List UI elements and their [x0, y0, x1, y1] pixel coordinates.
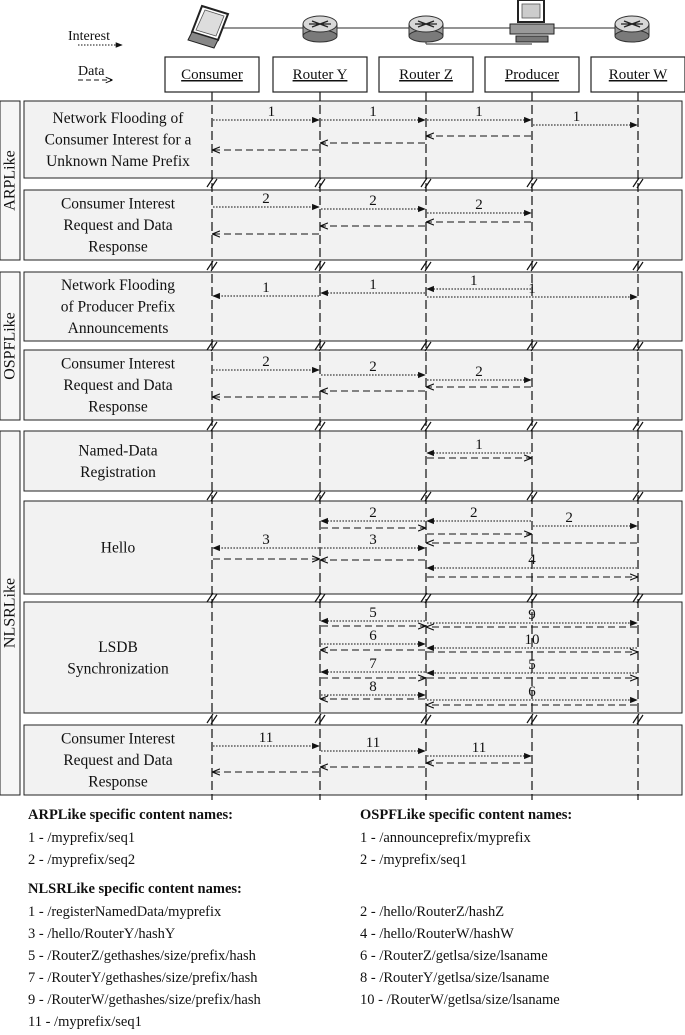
- protocol-label-ospflike: OSPFLike: [1, 312, 19, 380]
- interest-seq-label: 1: [369, 104, 377, 120]
- interest-seq-label: 1: [528, 281, 536, 297]
- interest-seq-label: 1: [475, 437, 483, 453]
- node-header: [165, 57, 259, 92]
- phase-label: Network Flooding of Producer Prefix Announcements: [60, 277, 176, 337]
- interest-seq-label: 7: [369, 656, 377, 672]
- desktop-computer-icon: [510, 0, 554, 42]
- interest-seq-label: 2: [262, 191, 270, 207]
- phase-label: Consumer Interest Request and Data Response: [60, 355, 176, 416]
- legend-interest-label: Interest: [68, 29, 110, 44]
- network-topology-icons: [188, 0, 649, 48]
- interest-seq-label: 8: [369, 679, 377, 695]
- interest-seq-label: 11: [365, 735, 381, 751]
- ospflike-name-2: 2 - /myprefix/seq1: [360, 852, 468, 868]
- interest-seq-label: 3: [262, 532, 270, 548]
- arrow-legend: [68, 29, 122, 80]
- interest-seq-label: 6: [369, 628, 377, 644]
- interest-seq-label: 10: [524, 632, 540, 648]
- protocol-group-ospflike: [0, 272, 20, 420]
- interest-seq-label: 2: [369, 359, 377, 375]
- interest-seq-label: 1: [469, 273, 478, 289]
- phase-label: LSDB Synchronization: [67, 638, 169, 678]
- node-label: Router Y: [292, 67, 348, 83]
- interest-seq-label: 1: [572, 109, 581, 125]
- interest-seq-label: 4: [528, 552, 536, 568]
- phase-label: Hello: [100, 539, 136, 557]
- interest-seq-label: 2: [369, 505, 377, 521]
- nlsrlike-names-title: NLSRLike specific content names:: [28, 881, 242, 897]
- content-names-legend: [0, 800, 685, 1035]
- protocol-group-arplike: [0, 101, 20, 260]
- interest-seq-label: 5: [528, 657, 536, 673]
- node-header: [379, 57, 473, 92]
- ospflike-name-1: 1 - /announceprefix/myprefix: [360, 830, 531, 846]
- phase-label: Consumer Interest Request and Data Response: [60, 730, 176, 791]
- nlsrlike-name-11: 11 - /myprefix/seq1: [28, 1014, 142, 1030]
- nlsrlike-name-7: 7 - /RouterY/gethashes/size/prefix/hash: [28, 970, 258, 986]
- interest-seq-label: 2: [262, 354, 270, 370]
- interest-seq-label: 2: [469, 505, 478, 521]
- router-z-icon: [409, 16, 443, 42]
- router-y-icon: [303, 16, 337, 42]
- interest-seq-label: 2: [475, 364, 483, 380]
- node-label: Router W: [608, 67, 668, 83]
- interest-seq-label: 1: [475, 104, 483, 120]
- node-header: [273, 57, 367, 92]
- interest-seq-label: 11: [471, 740, 487, 756]
- phase-box: [24, 431, 682, 491]
- node-header: [485, 57, 579, 92]
- interest-seq-label: 5: [369, 605, 377, 621]
- node-label: Router Z: [399, 67, 453, 83]
- interest-seq-label: 9: [528, 607, 536, 623]
- ospflike-names-title: OSPFLike specific content names:: [360, 807, 573, 823]
- interest-seq-label: 1: [262, 280, 270, 296]
- router-w-icon: [615, 16, 649, 42]
- phase-label: Named-Data Registration: [78, 442, 158, 481]
- laptop-icon: [188, 6, 228, 48]
- nlsrlike-name-9: 9 - /RouterW/gethashes/size/prefix/hash: [28, 992, 261, 1008]
- interest-seq-label: 1: [267, 104, 276, 120]
- protocol-group-nlsrlike: [0, 431, 20, 795]
- legend-data-label: Data: [78, 64, 105, 79]
- arplike-name-1: 1 - /myprefix/seq1: [28, 830, 136, 846]
- arplike-name-2: 2 - /myprefix/seq2: [28, 852, 136, 868]
- node-header: [591, 57, 685, 92]
- protocol-label-nlsrlike: NLSRLike: [1, 577, 19, 649]
- nlsrlike-name-8: 8 - /RouterY/getlsa/size/lsaname: [360, 970, 550, 986]
- protocol-label-arplike: ARPLike: [1, 150, 19, 211]
- nlsrlike-name-3: 3 - /hello/RouterY/hashY: [28, 926, 176, 942]
- phase-box: [24, 602, 682, 713]
- nlsrlike-name-2: 2 - /hello/RouterZ/hashZ: [360, 904, 505, 920]
- interest-seq-label: 1: [369, 277, 377, 293]
- nlsrlike-name-4: 4 - /hello/RouterW/hashW: [360, 926, 514, 942]
- node-label: Consumer: [181, 67, 243, 83]
- interest-seq-label: 2: [565, 510, 573, 526]
- nlsrlike-name-10: 10 - /RouterW/getlsa/size/lsaname: [360, 992, 560, 1008]
- interest-seq-label: 11: [258, 730, 274, 746]
- nlsrlike-name-1: 1 - /registerNamedData/myprefix: [28, 904, 222, 920]
- interest-seq-label: 2: [369, 193, 377, 209]
- phase-label: Network Flooding of Consumer Interest for a Unknown Name Prefix: [44, 110, 192, 170]
- interest-seq-label: 6: [528, 684, 536, 700]
- interest-seq-label: 2: [475, 197, 483, 213]
- interest-seq-label: 3: [369, 532, 377, 548]
- arplike-names-title: ARPLike specific content names:: [28, 807, 233, 823]
- nlsrlike-name-5: 5 - /RouterZ/gethashes/size/prefix/hash: [28, 948, 256, 964]
- node-label: Producer: [504, 67, 560, 83]
- nlsrlike-name-6: 6 - /RouterZ/getlsa/size/lsaname: [360, 948, 548, 964]
- phase-label: Consumer Interest Request and Data Response: [60, 195, 176, 256]
